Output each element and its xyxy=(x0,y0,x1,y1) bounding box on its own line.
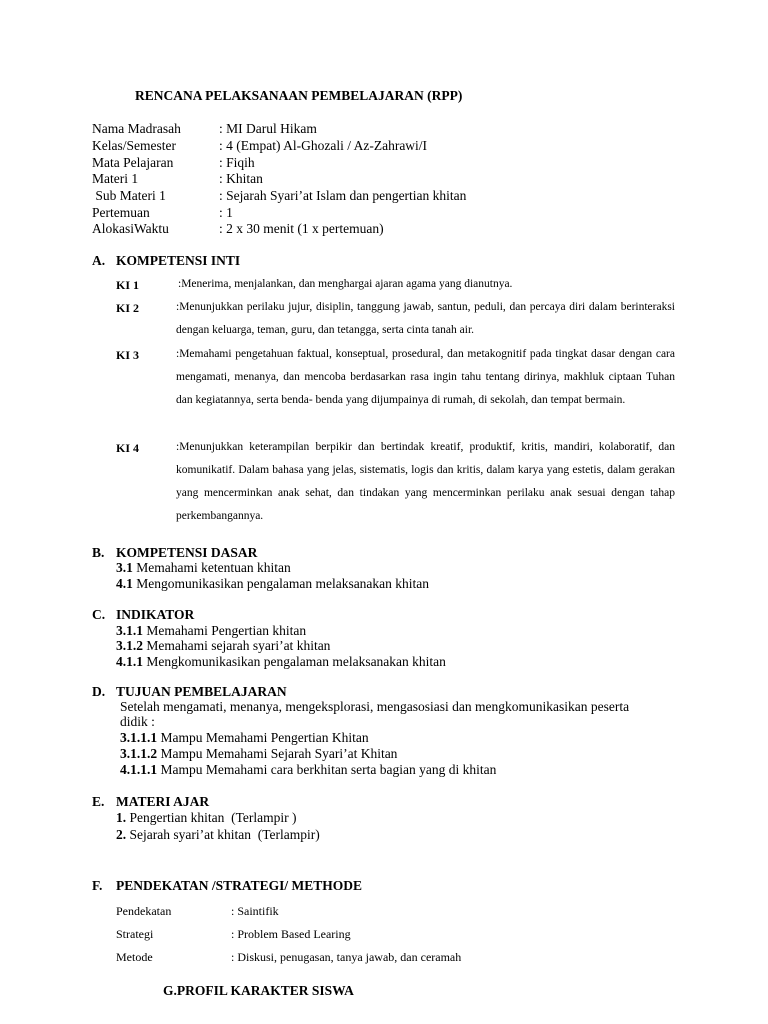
strategy-label: Strategi xyxy=(116,927,154,941)
section-c-title: INDIKATOR xyxy=(116,607,195,622)
ki-text: :Memahami pengetahuan faktual, konseptual, prosedural, dan metakognitif pada tingkat dasar dengan cara mengamati, menanya, dan mencoba berdasarkan rasa ingin tahu tentang dirinya, makhluk ciptaan Tuhan dan kegiatannya, serta benda- benda yang dijumpainya di rumah, di sekolah, dan tempat bermain. xyxy=(176,348,675,406)
identity-value: : 4 (Empat) Al-Ghozali / Az-Zahrawi/I xyxy=(219,138,428,153)
document-title: RENCANA PELAKSANAAN PEMBELAJARAN (RPP) xyxy=(135,88,463,103)
list-item: 2. Sejarah syari’at khitan (Terlampir) xyxy=(116,827,320,842)
section-e-title: MATERI AJAR xyxy=(116,794,210,809)
ki-code: KI 1 xyxy=(116,278,140,292)
list-item: 3.1.1 Memahami Pengertian khitan xyxy=(116,623,307,638)
section-b-title: KOMPETENSI DASAR xyxy=(116,545,258,560)
section-d-intro: Setelah mengamati, menanya, mengeksplorasi, mengasosiasi dan mengkomunikasikan peserta xyxy=(120,699,630,714)
identity-label: AlokasiWaktu xyxy=(92,221,169,236)
section-d-title: TUJUAN PEMBELAJARAN xyxy=(116,684,287,699)
identity-label: Nama Madrasah xyxy=(92,121,181,136)
method-label: Metode xyxy=(116,950,153,964)
list-item: 3.1 Memahami ketentuan khitan xyxy=(116,560,291,575)
identity-value: : MI Darul Hikam xyxy=(219,121,317,136)
identity-label: Pertemuan xyxy=(92,205,150,220)
ki-code: KI 2 xyxy=(116,301,140,315)
ki-code: KI 4 xyxy=(116,441,140,455)
list-item: 3.1.1.2 Mampu Memahami Sejarah Syari’at Khitan xyxy=(120,746,398,761)
ki-text: :Menunjukkan keterampilan berpikir dan bertindak kreatif, produktif, kritis, mandiri, kolaboratif, dan komunikatif. Dalam bahasa yang jelas, sistematis, logis dan kritis, dalam karya yang estetis, dalam gerakan yang mencerminkan anak sehat, dan tindakan yang mencerminkan perilaku anak sesuai dengan tahap perkembangannya. xyxy=(176,441,675,522)
identity-value: : 1 xyxy=(219,205,233,220)
section-e-letter: E. xyxy=(92,794,105,809)
approach-value: : Saintifik xyxy=(231,904,279,918)
ki-code: KI 3 xyxy=(116,348,140,362)
identity-label: Mata Pelajaran xyxy=(92,155,174,170)
identity-value: : Khitan xyxy=(219,171,263,186)
identity-label: Sub Materi 1 xyxy=(92,188,166,203)
section-b-letter: B. xyxy=(92,545,105,560)
list-item: 1. Pengertian khitan (Terlampir ) xyxy=(116,810,297,825)
section-g-title: G.PROFIL KARAKTER SISWA xyxy=(163,983,354,998)
list-item: 4.1.1.1 Mampu Memahami cara berkhitan serta bagian yang di khitan xyxy=(120,762,497,777)
approach-label: Pendekatan xyxy=(116,904,172,918)
section-f-letter: F. xyxy=(92,878,103,893)
identity-label: Materi 1 xyxy=(92,171,139,186)
section-c-letter: C. xyxy=(92,607,106,622)
identity-value: : 2 x 30 menit (1 x pertemuan) xyxy=(219,221,384,236)
identity-value: : Fiqih xyxy=(219,155,255,170)
section-f-title: PENDEKATAN /STRATEGI/ METHODE xyxy=(116,878,363,893)
list-item: 3.1.1.1 Mampu Memahami Pengertian Khitan xyxy=(120,730,369,745)
list-item: 3.1.2 Memahami sejarah syari’at khitan xyxy=(116,638,331,653)
section-a-letter: A. xyxy=(92,253,106,268)
list-item: 4.1 Mengomunikasikan pengalaman melaksanakan khitan xyxy=(116,576,430,591)
identity-label: Kelas/Semester xyxy=(92,138,176,153)
section-d-letter: D. xyxy=(92,684,106,699)
ki-text: :Menerima, menjalankan, dan menghargai ajaran agama yang dianutnya. xyxy=(178,278,513,290)
strategy-value: : Problem Based Learing xyxy=(231,927,351,941)
ki-text: :Menunjukkan perilaku jujur, disiplin, tanggung jawab, santun, peduli, dan percaya diri dalam berinteraksi dengan keluarga, teman, guru, dan tetangga, serta cinta tanah air. xyxy=(176,301,675,336)
section-a-title: KOMPETENSI INTI xyxy=(116,253,241,268)
method-value: : Diskusi, penugasan, tanya jawab, dan ceramah xyxy=(231,950,462,964)
identity-value: : Sejarah Syari’at Islam dan pengertian khitan xyxy=(219,188,467,203)
section-d-intro-cont: didik : xyxy=(120,714,155,729)
list-item: 4.1.1 Mengkomunikasikan pengalaman melaksanakan khitan xyxy=(116,654,446,669)
